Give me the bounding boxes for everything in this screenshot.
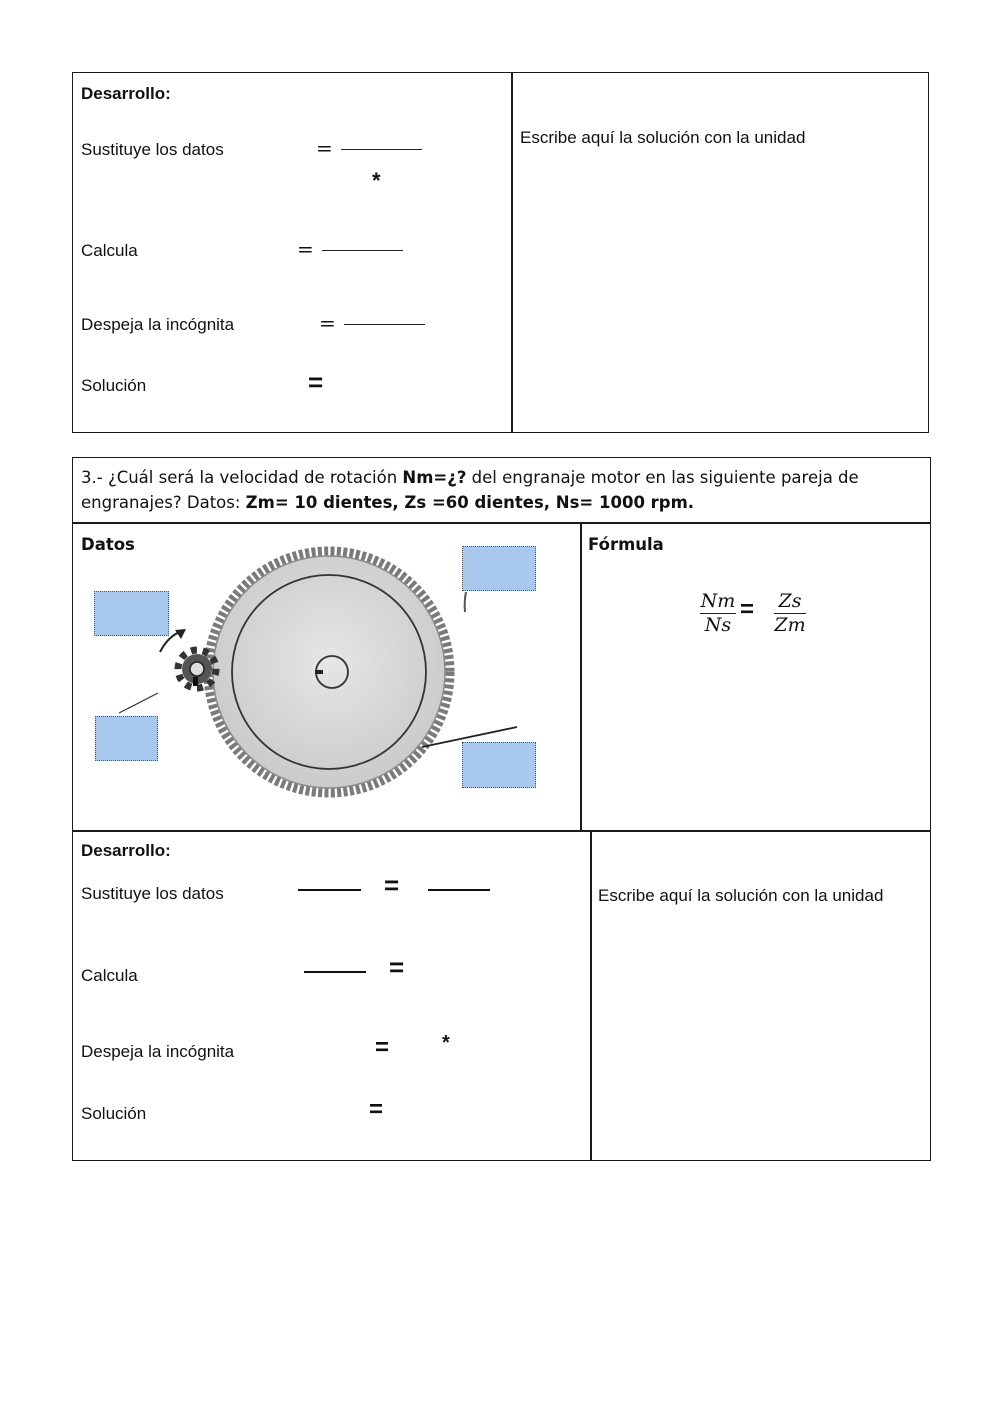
section1-equals-3: = xyxy=(319,311,336,335)
section3-multiply-star: * xyxy=(442,1032,450,1054)
section1-desarrollo-heading: Desarrollo: xyxy=(81,84,171,103)
section1-answer-placeholder[interactable]: Escribe aquí la solución con la unidad xyxy=(520,128,806,147)
section1-step-calculate-label: Calcula xyxy=(81,241,138,260)
formula-cell xyxy=(580,522,931,832)
section1-equals-2: = xyxy=(297,237,314,261)
question-middle: del engranaje motor en las siguiente pareja de xyxy=(466,468,859,487)
section3-answer-cell[interactable] xyxy=(590,830,931,1161)
small-gear-key xyxy=(193,677,198,686)
formula-right-numerator: Zs xyxy=(778,590,802,612)
question-data: Zm= 10 dientes, Zs =60 dientes, Ns= 1000 rpm. xyxy=(245,493,695,512)
section3-step-isolate-label: Despeja la incógnita xyxy=(81,1042,235,1061)
formula-equals: = xyxy=(740,596,755,623)
question-prefix: 3.- ¿Cuál será la velocidad de rotación xyxy=(81,468,403,487)
section3-left-cell xyxy=(72,830,592,1161)
section1-multiply-star: * xyxy=(372,168,381,193)
drop-zone-bottom-right[interactable] xyxy=(462,742,536,788)
drop-zone-top-right[interactable] xyxy=(462,546,536,591)
small-gear-hub xyxy=(190,662,204,676)
section3-equals-2: = xyxy=(389,952,405,982)
question-line-2 xyxy=(81,490,694,515)
big-gear-key xyxy=(315,670,323,674)
question-line-1 xyxy=(81,465,859,490)
section1-step-substitute-label: Sustituye los datos xyxy=(81,140,224,159)
section3-step-solution-label: Solución xyxy=(81,1104,147,1123)
section3-fraction-line-2[interactable] xyxy=(304,971,366,973)
formula-heading: Fórmula xyxy=(588,535,664,554)
section3-solution-equals: = xyxy=(369,1096,384,1123)
pointer-hook-top-right xyxy=(465,592,466,612)
section1-solution-equals: = xyxy=(308,367,324,397)
section1-fraction-line-2[interactable] xyxy=(322,250,403,251)
section3-step-calculate-label: Calcula xyxy=(81,966,138,985)
drop-zone-bottom-left[interactable] xyxy=(95,716,158,761)
datos-heading: Datos xyxy=(81,535,135,554)
pointer-line-small-gear xyxy=(119,693,158,713)
section3-fraction-line-1b[interactable] xyxy=(428,889,490,891)
question-unknown: Nm=¿? xyxy=(402,468,467,487)
drop-zone-top-left[interactable] xyxy=(94,591,169,636)
section3-step-substitute-label: Sustituye los datos xyxy=(81,884,224,903)
section1-step-isolate-label: Despeja la incógnita xyxy=(81,315,235,334)
formula-right-denominator: Zm xyxy=(774,614,806,636)
driven-gear xyxy=(208,551,450,793)
section3-desarrollo-heading: Desarrollo: xyxy=(81,841,171,860)
section1-fraction-line-1[interactable] xyxy=(341,149,422,150)
big-gear-body xyxy=(213,556,445,788)
section3-equals-3: = xyxy=(375,1034,390,1061)
formula-expression xyxy=(690,590,820,640)
section1-answer-cell[interactable] xyxy=(511,72,929,433)
section1-equals-1: = xyxy=(316,136,333,160)
section3-fraction-line-1a[interactable] xyxy=(298,889,361,891)
section3-answer-placeholder[interactable]: Escribe aquí la solución con la unidad xyxy=(598,886,884,905)
formula-left-denominator: Ns xyxy=(704,614,732,636)
formula-left-numerator: Nm xyxy=(700,590,736,612)
section3-equals-1: = xyxy=(384,870,400,900)
question-line2-prefix: engranajes? Datos: xyxy=(81,493,246,512)
section1-step-solution-label: Solución xyxy=(81,376,147,395)
section1-fraction-line-3[interactable] xyxy=(344,324,425,325)
